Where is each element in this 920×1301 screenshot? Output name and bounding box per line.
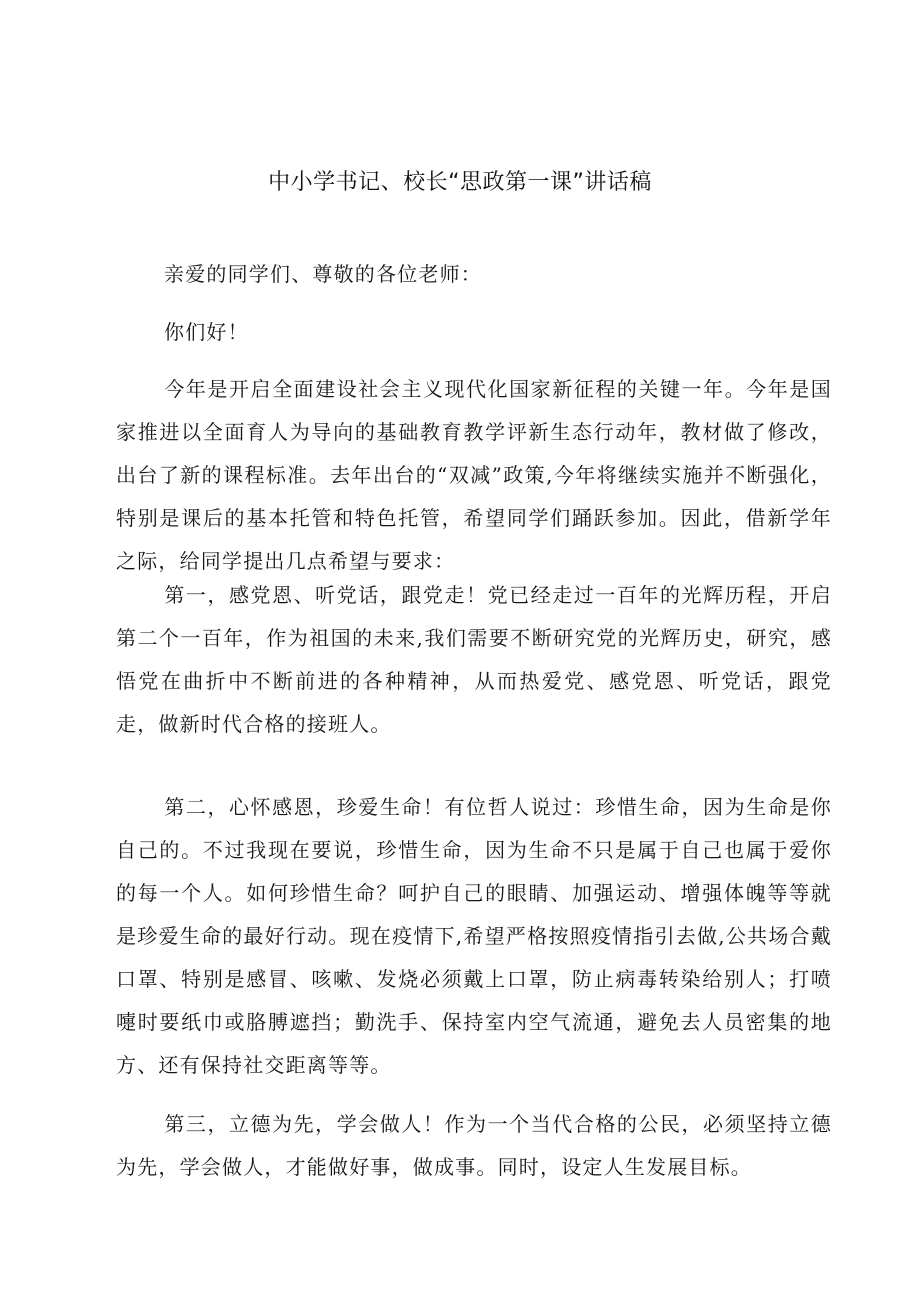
greeting-paragraph [116,315,832,349]
greeting-text: 你们好！ [164,320,249,344]
salutation-text: 亲爱的同学们、尊敬的各位老师： [164,262,482,286]
first-point-paragraph [116,574,832,746]
second-point-text: 第二，心怀感恩，珍爱生命！有位哲人说过：珍惜生命，因为生命是你自己的。不过我现在要说，珍惜生命，因为生命不只是属于自己也属于爱你的每一个人。如何珍惜生命？呵护自己的眼睛、加强运动、增强体魄等等就是珍爱生命的最好行动。现在疫情下,希望严格按照疫情指引去做,公共场合戴口罩、特别是感冒、咳嗽、发烧必须戴上口罩，防止病毒转染给别人；打喷嚏时要纸巾或胳膊遮挡；勤洗手、保持室内空气流通，避免去人员密集的地方、还有保持社交距离等等。 [116,795,832,1077]
third-point-paragraph [116,1103,832,1189]
third-point-text: 第三，立德为先，学会做人！作为一个当代合格的公民，必须坚持立德为先，学会做人，才能做好事，做成事。同时，设定人生发展目标。 [116,1112,832,1179]
intro-text: 今年是开启全面建设社会主义现代化国家新征程的关键一年。今年是国家推进以全面育人为导向的基础教育教学评新生态行动年，教材做了修改，出台了新的课程标准。去年出台的“双减”政策,今年将继续实施并不断强化，特别是课后的基本托管和特色托管，希望同学们踊跃参加。因此，借新学年之际，给同学提出几点希望与要求： [116,377,832,573]
intro-paragraph [116,368,832,583]
first-point-text: 第一，感党恩、听党话，跟党走！党已经走过一百年的光辉历程，开启第二个一百年，作为祖国的未来,我们需要不断研究党的光辉历史，研究，感悟党在曲折中不断前进的各种精神，从而热爱党、感党恩、听党话，跟党走，做新时代合格的接班人。 [116,583,832,736]
document-title: 中小学书记、校长“思政第一课”讲话稿 [268,170,652,195]
salutation-paragraph [116,257,832,291]
second-point-paragraph [116,786,832,1087]
